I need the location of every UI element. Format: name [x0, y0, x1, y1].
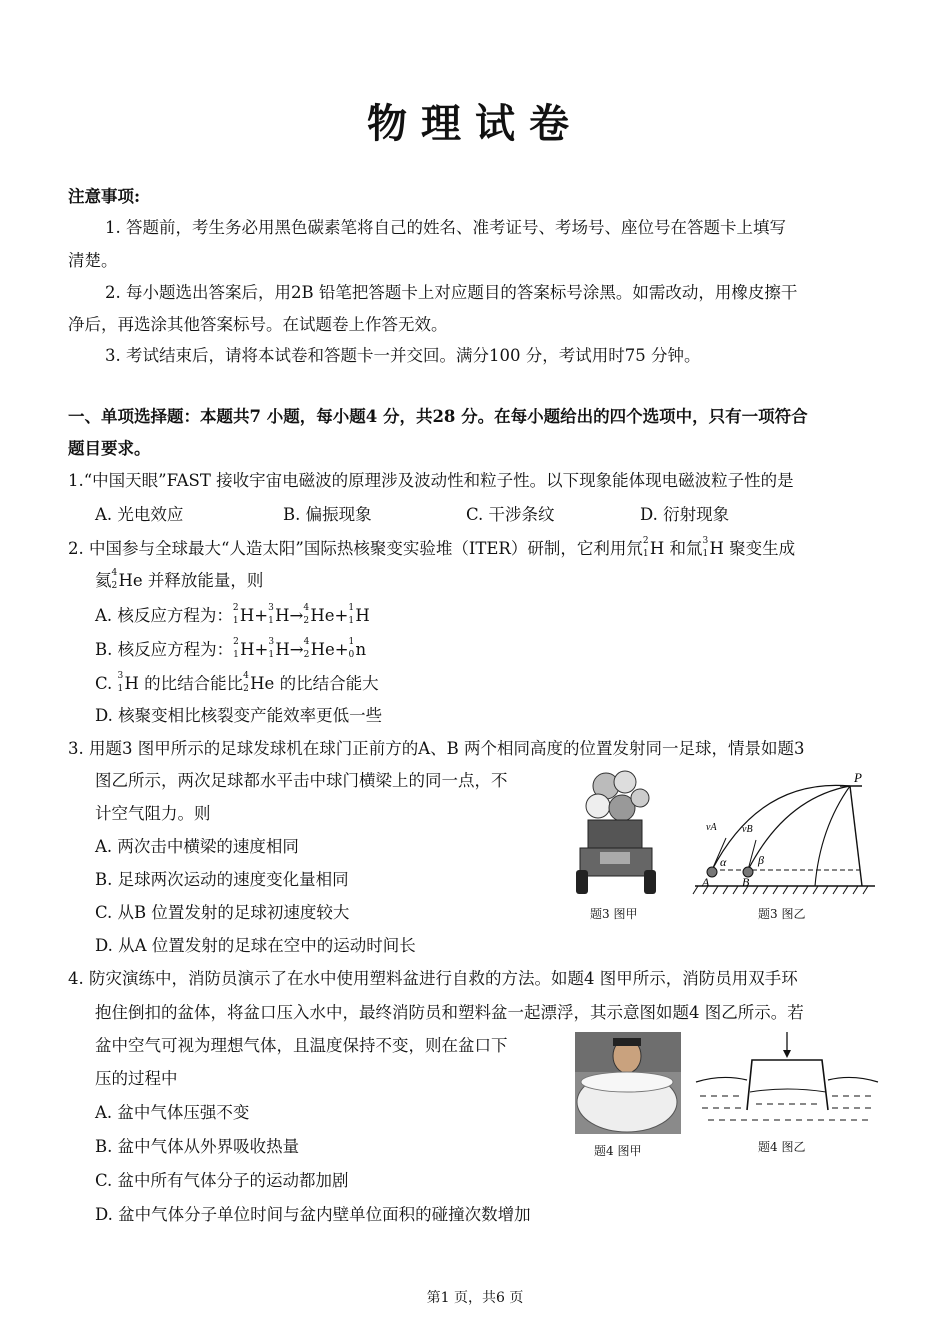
q2-stem-line2: 氦 4 2 He 并释放能量，则 [95, 568, 264, 591]
notice-item-3: 3. 考试结束后，请将本试卷和答题卡一并交回。满分100 分，考试用时75 分钟。 [105, 346, 701, 365]
q3-stem-line3: 计空气阻力。则 [95, 804, 211, 823]
q4-stem-line3: 盆中空气可视为理想气体，且温度保持不变，则在盆口下 [95, 1036, 508, 1055]
q4-stem-line1: 4. 防灾演练中，消防员演示了在水中使用塑料盆进行自救的方法。如题4 图甲所示，消防员用双手环 [68, 969, 798, 988]
notice-heading: 注意事项: [68, 187, 141, 206]
q1-stem: 1.“中国天眼”FAST 接收宇宙电磁波的原理涉及波动性和粒子性。以下现象能体现电磁波粒子性的是 [68, 471, 794, 490]
label-a: A [702, 875, 710, 889]
page-title: 物理试卷 [367, 100, 583, 147]
q1-option-c: C. 干涉条纹 [466, 505, 555, 524]
label-va: vA [706, 822, 717, 833]
q2-option-b: B. 核反应方程为： 2 1 H+ 3 1 H→ 4 2 He+ 1 0 n [95, 637, 367, 660]
q4-option-b: B. 盆中气体从外界吸收热量 [95, 1137, 300, 1156]
q4-option-a: A. 盆中气体压强不变 [95, 1103, 250, 1122]
q3-figure1-caption: 题3 图甲 [590, 907, 638, 921]
notice-item-1: 1. 答题前，考生务必用黑色碳素笔将自己的姓名、准考证号、考场号、座位号在答题卡上填写 [105, 218, 786, 237]
q3-stem-line1: 3. 用题3 图甲所示的足球发球机在球门正前方的A、B 两个相同高度的位置发射同一足球，情景如题3 [68, 739, 805, 758]
q3-figure-ball-launcher [570, 768, 662, 898]
q4-stem-line2: 抱住倒扣的盆体，将盆口压入水中，最终消防员和塑料盆一起漂浮，其示意图如题4 图乙所示。若 [95, 1003, 804, 1022]
label-vb: vB [742, 824, 753, 835]
q2-option-d: D. 核聚变相比核裂变产能效率更低一些 [95, 706, 383, 725]
q2-stem-line1: 2. 中国参与全球最大“人造太阳”国际热核聚变实验堆（ITER）研制，它利用氘 2 1 H 和氚 3 1 H 聚变生成 [68, 536, 796, 559]
q2-option-c: C. 3 1 H 的比结合能比 4 2 He 的比结合能大 [95, 671, 379, 694]
label-p: P [854, 770, 862, 785]
q4-figure-schematic [692, 1030, 882, 1138]
q4-figure-photo [575, 1032, 681, 1134]
notice-item-2: 2. 每小题选出答案后，用2B 铅笔把答题卡上对应题目的答案标号涂黑。如需改动，用橡皮擦干 [105, 283, 798, 302]
q4-stem-line4: 压的过程中 [95, 1069, 178, 1088]
q1-option-d: D. 衍射现象 [640, 505, 730, 524]
q3-option-d: D. 从A 位置发射的足球在空中的运动时间长 [95, 936, 416, 955]
q3-option-a: A. 两次击中横梁的速度相同 [95, 837, 299, 856]
label-beta: β [758, 853, 764, 867]
section-heading-cont: 题目要求。 [68, 439, 151, 458]
page-footer: 第1 页，共6 页 [426, 1290, 524, 1306]
notice-item-1-cont: 清楚。 [68, 251, 118, 270]
q3-option-c: C. 从B 位置发射的足球初速度较大 [95, 903, 350, 922]
q1-option-b: B. 偏振现象 [283, 505, 372, 524]
section-heading: 一、单项选择题：本题共7 小题，每小题4 分，共28 分。在每小题给出的四个选项中，只有一项符合 [68, 407, 808, 426]
q3-option-b: B. 足球两次运动的速度变化量相同 [95, 870, 349, 889]
notice-item-2-cont: 净后，再选涂其他答案标号。在试题卷上作答无效。 [68, 315, 448, 334]
q4-figure1-caption: 题4 图甲 [594, 1144, 642, 1158]
q4-figure2-caption: 题4 图乙 [758, 1140, 806, 1154]
q4-option-d: D. 盆中气体分子单位时间与盆内壁单位面积的碰撞次数增加 [95, 1205, 531, 1224]
q1-option-a: A. 光电效应 [95, 505, 184, 524]
q3-figure-trajectory [690, 768, 880, 903]
q3-stem-line2: 图乙所示，两次足球都水平击中球门横梁上的同一点，不 [95, 771, 508, 790]
q2-option-a: A. 核反应方程为： 2 1 H+ 3 1 H→ 4 2 He+ 1 1 H [95, 603, 370, 626]
q4-option-c: C. 盆中所有气体分子的运动都加剧 [95, 1171, 349, 1190]
label-b: B [742, 875, 750, 889]
q3-figure2-caption: 题3 图乙 [758, 907, 806, 921]
label-alpha: α [720, 855, 727, 869]
